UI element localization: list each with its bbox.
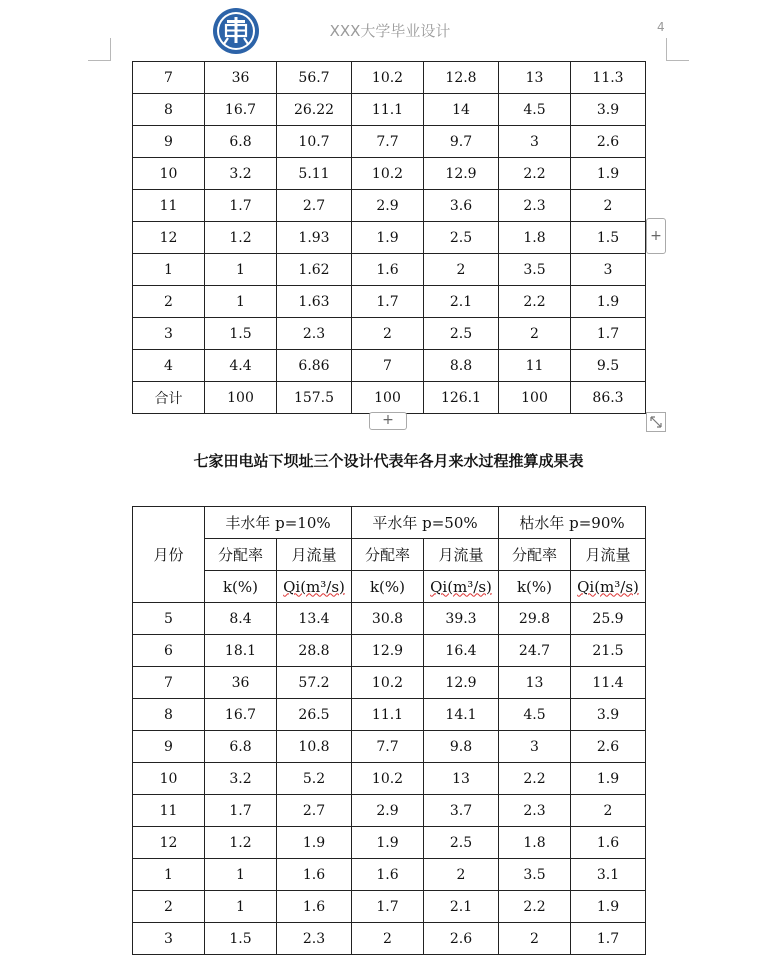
value-cell: 3.7 bbox=[424, 795, 499, 827]
value-cell: 10.2 bbox=[352, 62, 424, 94]
month-cell: 合计 bbox=[133, 382, 205, 414]
value-cell: 100 bbox=[205, 382, 277, 414]
sub-header: 月流量 bbox=[424, 539, 499, 571]
sub-header: 分配率 bbox=[352, 539, 424, 571]
value-cell: 10.2 bbox=[352, 763, 424, 795]
value-cell: 1.7 bbox=[352, 891, 424, 923]
value-cell: 100 bbox=[499, 382, 571, 414]
value-cell: 2.3 bbox=[499, 795, 571, 827]
value-cell: 56.7 bbox=[277, 62, 352, 94]
sub-header: 分配率 bbox=[205, 539, 277, 571]
value-cell: 21.5 bbox=[571, 635, 646, 667]
month-cell: 1 bbox=[133, 254, 205, 286]
value-cell: 2.5 bbox=[424, 318, 499, 350]
value-cell: 11.3 bbox=[571, 62, 646, 94]
value-cell: 16.7 bbox=[205, 699, 277, 731]
value-cell: 1.9 bbox=[571, 763, 646, 795]
value-cell: 1.9 bbox=[352, 222, 424, 254]
value-cell: 1.7 bbox=[205, 190, 277, 222]
value-cell: 3 bbox=[571, 254, 646, 286]
month-cell: 3 bbox=[133, 923, 205, 955]
value-cell: 1.9 bbox=[571, 158, 646, 190]
group-header-dry-year: 枯水年 p=90% bbox=[499, 507, 646, 539]
value-cell: 4.4 bbox=[205, 350, 277, 382]
month-cell: 4 bbox=[133, 350, 205, 382]
value-cell: 1.5 bbox=[205, 318, 277, 350]
value-cell: 13 bbox=[424, 763, 499, 795]
value-cell: 2.2 bbox=[499, 286, 571, 318]
month-cell: 6 bbox=[133, 635, 205, 667]
value-cell: 1.7 bbox=[571, 318, 646, 350]
value-cell: 1.62 bbox=[277, 254, 352, 286]
table-row bbox=[133, 126, 646, 158]
value-cell: 11.1 bbox=[352, 94, 424, 126]
value-cell: 2 bbox=[499, 318, 571, 350]
unit-header: Qi(m³/s) bbox=[571, 571, 646, 603]
value-cell: 2.3 bbox=[499, 190, 571, 222]
value-cell: 7.7 bbox=[352, 126, 424, 158]
value-cell: 2 bbox=[424, 859, 499, 891]
unit-header: k(%) bbox=[352, 571, 424, 603]
group-header-wet-year: 丰水年 p=10% bbox=[205, 507, 352, 539]
table-caption: 七家田电站下坝址三个设计代表年各月来水过程推算成果表 bbox=[193, 452, 584, 470]
table-row bbox=[133, 795, 646, 827]
value-cell: 126.1 bbox=[424, 382, 499, 414]
value-cell: 1.2 bbox=[205, 827, 277, 859]
value-cell: 7.7 bbox=[352, 731, 424, 763]
value-cell: 1.93 bbox=[277, 222, 352, 254]
value-cell: 1 bbox=[205, 286, 277, 318]
month-cell: 12 bbox=[133, 827, 205, 859]
value-cell: 3.2 bbox=[205, 158, 277, 190]
table-row bbox=[133, 667, 646, 699]
value-cell: 1.63 bbox=[277, 286, 352, 318]
value-cell: 36 bbox=[205, 667, 277, 699]
value-cell: 1.8 bbox=[499, 222, 571, 254]
flow-table-continued bbox=[132, 61, 646, 414]
value-cell: 1.9 bbox=[571, 891, 646, 923]
value-cell: 39.3 bbox=[424, 603, 499, 635]
table-row bbox=[133, 923, 646, 955]
value-cell: 3.1 bbox=[571, 859, 646, 891]
value-cell: 5.11 bbox=[277, 158, 352, 190]
value-cell: 9.7 bbox=[424, 126, 499, 158]
value-cell: 2.2 bbox=[499, 158, 571, 190]
value-cell: 2.6 bbox=[571, 731, 646, 763]
value-cell: 2 bbox=[571, 190, 646, 222]
sub-header: 月流量 bbox=[571, 539, 646, 571]
value-cell: 2.5 bbox=[424, 827, 499, 859]
value-cell: 2.7 bbox=[277, 795, 352, 827]
month-cell: 10 bbox=[133, 158, 205, 190]
value-cell: 1 bbox=[205, 254, 277, 286]
value-cell: 3.5 bbox=[499, 254, 571, 286]
value-cell: 2.2 bbox=[499, 763, 571, 795]
value-cell: 1.6 bbox=[277, 891, 352, 923]
month-cell: 5 bbox=[133, 603, 205, 635]
month-cell: 11 bbox=[133, 795, 205, 827]
value-cell: 26.22 bbox=[277, 94, 352, 126]
table-row bbox=[133, 731, 646, 763]
value-cell: 12.9 bbox=[424, 158, 499, 190]
month-cell: 7 bbox=[133, 62, 205, 94]
value-cell: 10.2 bbox=[352, 158, 424, 190]
add-row-button[interactable]: + bbox=[369, 412, 407, 430]
value-cell: 11.1 bbox=[352, 699, 424, 731]
value-cell: 1 bbox=[205, 859, 277, 891]
value-cell: 1.9 bbox=[352, 827, 424, 859]
document-header-title: XXX大学毕业设计 bbox=[329, 22, 451, 40]
month-cell: 2 bbox=[133, 286, 205, 318]
value-cell: 2.2 bbox=[499, 891, 571, 923]
value-cell: 2.1 bbox=[424, 286, 499, 318]
table-row bbox=[133, 62, 646, 94]
value-cell: 36 bbox=[205, 62, 277, 94]
value-cell: 12.8 bbox=[424, 62, 499, 94]
value-cell: 1.2 bbox=[205, 222, 277, 254]
month-cell: 10 bbox=[133, 763, 205, 795]
value-cell: 14.1 bbox=[424, 699, 499, 731]
value-cell: 1.6 bbox=[352, 254, 424, 286]
design-year-flow-table bbox=[132, 506, 646, 955]
value-cell: 1.6 bbox=[352, 859, 424, 891]
table-row bbox=[133, 763, 646, 795]
month-cell: 12 bbox=[133, 222, 205, 254]
unit-header: Qi(m³/s) bbox=[277, 571, 352, 603]
value-cell: 8.8 bbox=[424, 350, 499, 382]
value-cell: 3.9 bbox=[571, 699, 646, 731]
value-cell: 8.4 bbox=[205, 603, 277, 635]
table-row bbox=[133, 859, 646, 891]
month-cell: 7 bbox=[133, 667, 205, 699]
value-cell: 4.5 bbox=[499, 699, 571, 731]
value-cell: 157.5 bbox=[277, 382, 352, 414]
value-cell: 28.8 bbox=[277, 635, 352, 667]
value-cell: 1.7 bbox=[571, 923, 646, 955]
value-cell: 1.9 bbox=[277, 827, 352, 859]
month-cell: 11 bbox=[133, 190, 205, 222]
table-row bbox=[133, 827, 646, 859]
value-cell: 2 bbox=[424, 254, 499, 286]
table-row bbox=[133, 382, 646, 414]
value-cell: 10.7 bbox=[277, 126, 352, 158]
value-cell: 2.9 bbox=[352, 190, 424, 222]
value-cell: 13 bbox=[499, 667, 571, 699]
value-cell: 9.8 bbox=[424, 731, 499, 763]
value-cell: 86.3 bbox=[571, 382, 646, 414]
value-cell: 10.2 bbox=[352, 667, 424, 699]
table-row bbox=[133, 254, 646, 286]
value-cell: 2.7 bbox=[277, 190, 352, 222]
value-cell: 2.6 bbox=[424, 923, 499, 955]
table-row bbox=[133, 603, 646, 635]
value-cell: 6.86 bbox=[277, 350, 352, 382]
value-cell: 7 bbox=[352, 350, 424, 382]
table-row bbox=[133, 286, 646, 318]
month-cell: 9 bbox=[133, 731, 205, 763]
table-row bbox=[133, 190, 646, 222]
value-cell: 2 bbox=[571, 795, 646, 827]
value-cell: 6.8 bbox=[205, 126, 277, 158]
value-cell: 26.5 bbox=[277, 699, 352, 731]
value-cell: 1.8 bbox=[499, 827, 571, 859]
value-cell: 1.6 bbox=[571, 827, 646, 859]
value-cell: 2 bbox=[352, 318, 424, 350]
value-cell: 25.9 bbox=[571, 603, 646, 635]
unit-header: k(%) bbox=[205, 571, 277, 603]
value-cell: 14 bbox=[424, 94, 499, 126]
page-number: 4 bbox=[657, 20, 665, 34]
table-row bbox=[133, 699, 646, 731]
value-cell: 11 bbox=[499, 350, 571, 382]
table-row bbox=[133, 222, 646, 254]
value-cell: 57.2 bbox=[277, 667, 352, 699]
unit-header: k(%) bbox=[499, 571, 571, 603]
value-cell: 2.3 bbox=[277, 318, 352, 350]
value-cell: 100 bbox=[352, 382, 424, 414]
month-cell: 9 bbox=[133, 126, 205, 158]
value-cell: 2.5 bbox=[424, 222, 499, 254]
table-row bbox=[133, 350, 646, 382]
value-cell: 10.8 bbox=[277, 731, 352, 763]
unit-header: Qi(m³/s) bbox=[424, 571, 499, 603]
value-cell: 3.5 bbox=[499, 859, 571, 891]
value-cell: 9.5 bbox=[571, 350, 646, 382]
month-cell: 3 bbox=[133, 318, 205, 350]
value-cell: 30.8 bbox=[352, 603, 424, 635]
table-row bbox=[133, 891, 646, 923]
month-cell: 8 bbox=[133, 699, 205, 731]
value-cell: 1.5 bbox=[571, 222, 646, 254]
value-cell: 24.7 bbox=[499, 635, 571, 667]
value-cell: 13.4 bbox=[277, 603, 352, 635]
month-header: 月份 bbox=[133, 507, 205, 603]
value-cell: 1.7 bbox=[352, 286, 424, 318]
value-cell: 11.4 bbox=[571, 667, 646, 699]
value-cell: 6.8 bbox=[205, 731, 277, 763]
table-row bbox=[133, 635, 646, 667]
value-cell: 1.5 bbox=[205, 923, 277, 955]
value-cell: 1.7 bbox=[205, 795, 277, 827]
sub-header: 月流量 bbox=[277, 539, 352, 571]
value-cell: 16.7 bbox=[205, 94, 277, 126]
month-cell: 1 bbox=[133, 859, 205, 891]
value-cell: 4.5 bbox=[499, 94, 571, 126]
table-resize-icon[interactable] bbox=[646, 412, 666, 432]
value-cell: 1.9 bbox=[571, 286, 646, 318]
add-column-button[interactable]: + bbox=[646, 218, 666, 254]
value-cell: 18.1 bbox=[205, 635, 277, 667]
value-cell: 5.2 bbox=[277, 763, 352, 795]
value-cell: 3 bbox=[499, 731, 571, 763]
table-row bbox=[133, 94, 646, 126]
value-cell: 2.6 bbox=[571, 126, 646, 158]
university-logo-icon bbox=[212, 7, 260, 55]
value-cell: 2.3 bbox=[277, 923, 352, 955]
sub-header: 分配率 bbox=[499, 539, 571, 571]
value-cell: 3.2 bbox=[205, 763, 277, 795]
value-cell: 3.9 bbox=[571, 94, 646, 126]
table-row bbox=[133, 318, 646, 350]
value-cell: 3.6 bbox=[424, 190, 499, 222]
table-row bbox=[133, 158, 646, 190]
margin-corner-left bbox=[88, 38, 111, 61]
value-cell: 2.1 bbox=[424, 891, 499, 923]
month-cell: 8 bbox=[133, 94, 205, 126]
value-cell: 16.4 bbox=[424, 635, 499, 667]
value-cell: 1.6 bbox=[277, 859, 352, 891]
value-cell: 2.9 bbox=[352, 795, 424, 827]
value-cell: 12.9 bbox=[352, 635, 424, 667]
value-cell: 29.8 bbox=[499, 603, 571, 635]
value-cell: 2 bbox=[499, 923, 571, 955]
value-cell: 2 bbox=[352, 923, 424, 955]
margin-corner-right bbox=[666, 38, 689, 61]
group-header-normal-year: 平水年 p=50% bbox=[352, 507, 499, 539]
month-cell: 2 bbox=[133, 891, 205, 923]
value-cell: 12.9 bbox=[424, 667, 499, 699]
value-cell: 1 bbox=[205, 891, 277, 923]
value-cell: 3 bbox=[499, 126, 571, 158]
value-cell: 13 bbox=[499, 62, 571, 94]
